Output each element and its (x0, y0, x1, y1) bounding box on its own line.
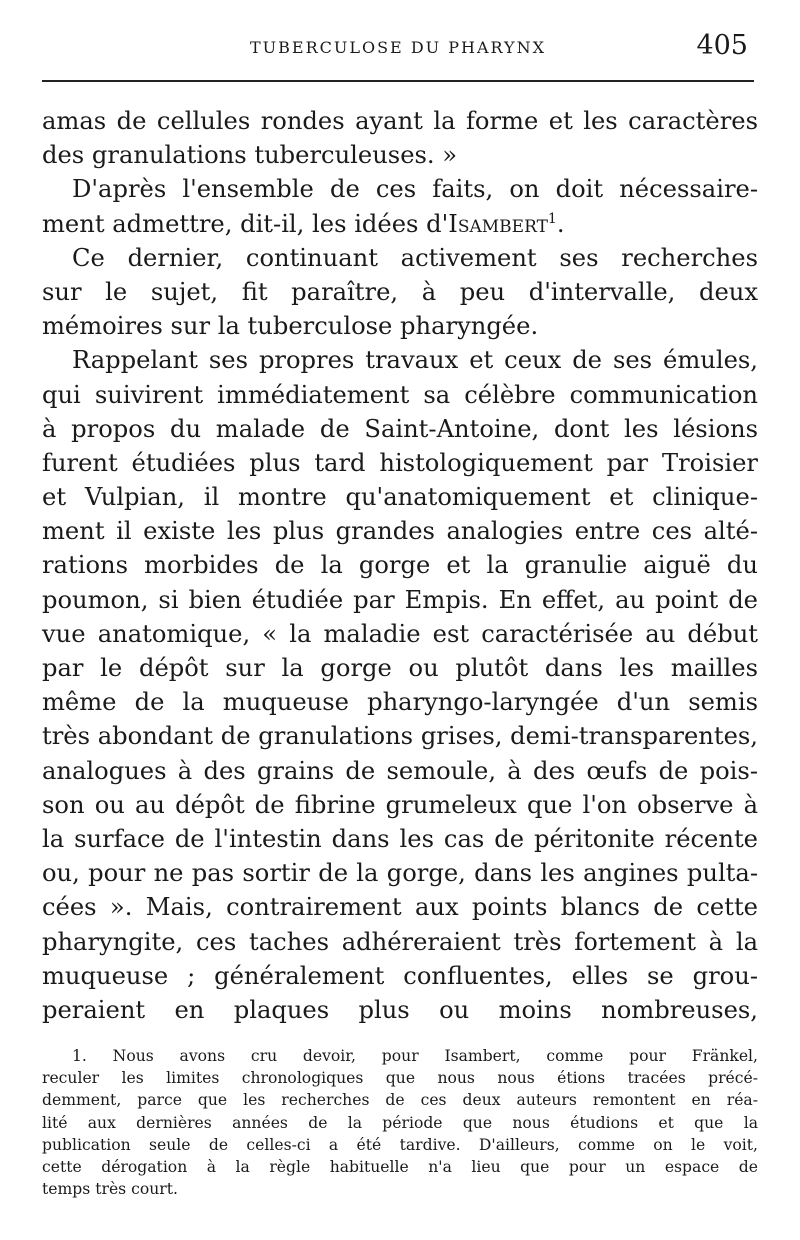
text-line: à propos du malade de Saint-Antoine, dont les lésions (42, 414, 758, 443)
text-line: peraient en plaques plus ou moins nombreuses, (42, 995, 758, 1024)
text-line: Rappelant ses propres travaux et ceux de ses émules, (72, 346, 758, 375)
footnote (42, 1045, 758, 1200)
author-name: Isambert (448, 209, 548, 238)
page-number: 405 (696, 30, 748, 61)
text-line: par le dépôt sur la gorge ou plutôt dans les mailles (42, 654, 758, 682)
footnote-line: demment, parce que les recherches de ces deux auteurs remontent en réa- (42, 1091, 758, 1110)
text-line: très abondant de granulations grises, demi-transparentes, (42, 722, 758, 751)
text-line: même de la muqueuse pharyngo-laryngée d'un semis (42, 688, 758, 717)
text-line: ment admettre, dit-il, les idées d'Isambert$^1$. (42, 209, 565, 238)
text-line: pharyngite, ces taches adhéreraient très fortement à la (42, 927, 758, 956)
text-line: poumon, si bien étudiée par Empis. En effet, au point de (42, 585, 758, 614)
text-line: mémoires sur la tuberculose pharyngée. (42, 312, 539, 341)
text-line: ment il existe les plus grandes analogies entre ces alté- (42, 517, 758, 546)
text-line: analogues à des grains de semoule, à des œufs de pois- (42, 756, 758, 785)
footnote-line: cette dérogation à la règle habituelle n'a lieu que pour un espace de (42, 1157, 758, 1176)
text-line: son ou au dépôt de fibrine grumeleux que l'on observe à (42, 790, 758, 819)
text-line: sur le sujet, fit paraître, à peu d'intervalle, deux (42, 277, 758, 306)
page-header (42, 30, 754, 70)
text-line: amas de cellules rondes ayant la forme et les caractères (42, 107, 758, 135)
text-line: ou, pour ne pas sortir de la gorge, dans les angines pulta- (42, 859, 758, 888)
text-line: D'après l'ensemble de ces faits, on doit nécessaire- (72, 175, 758, 204)
footnote-marker: 1 (547, 210, 557, 227)
text-line: cées ». Mais, contrairement aux points blancs de cette (42, 893, 758, 922)
footnote-line: reculer les limites chronologiques que nous nous étions tracées précé- (42, 1069, 758, 1088)
running-title: TUBERCULOSE DU PHARYNX (249, 38, 546, 57)
footnote-line: publication seule de celles-ci a été tardive. D'ailleurs, comme on le voit, (42, 1135, 758, 1154)
text-line: furent étudiées plus tard histologiquement par Troisier (42, 448, 758, 477)
body-text (42, 104, 758, 1027)
text-line: la surface de l'intestin dans les cas de péritonite récente (42, 824, 758, 853)
text-line: des granulations tuberculeuses. » (42, 141, 458, 170)
text-line: vue anatomique, « la maladie est caractérisée au début (42, 619, 758, 648)
text-line: Ce dernier, continuant activement ses recherches (72, 243, 758, 272)
text-line: muqueuse ; généralement confluentes, elles se grou- (42, 961, 758, 990)
text-line: rations morbides de la gorge et la granulie aiguë du (42, 551, 758, 580)
header-rule (42, 80, 754, 82)
text-line: et Vulpian, il montre qu'anatomiquement et clinique- (42, 483, 758, 512)
footnote-line: temps très court. (42, 1180, 178, 1199)
footnote-line: 1. Nous avons cru devoir, pour Isambert, comme pour Fränkel, (72, 1047, 758, 1065)
footnote-line: lité aux dernières années de la période que nous étudions et que la (42, 1113, 758, 1132)
text-line: qui suivirent immédiatement sa célèbre communication (42, 380, 758, 409)
